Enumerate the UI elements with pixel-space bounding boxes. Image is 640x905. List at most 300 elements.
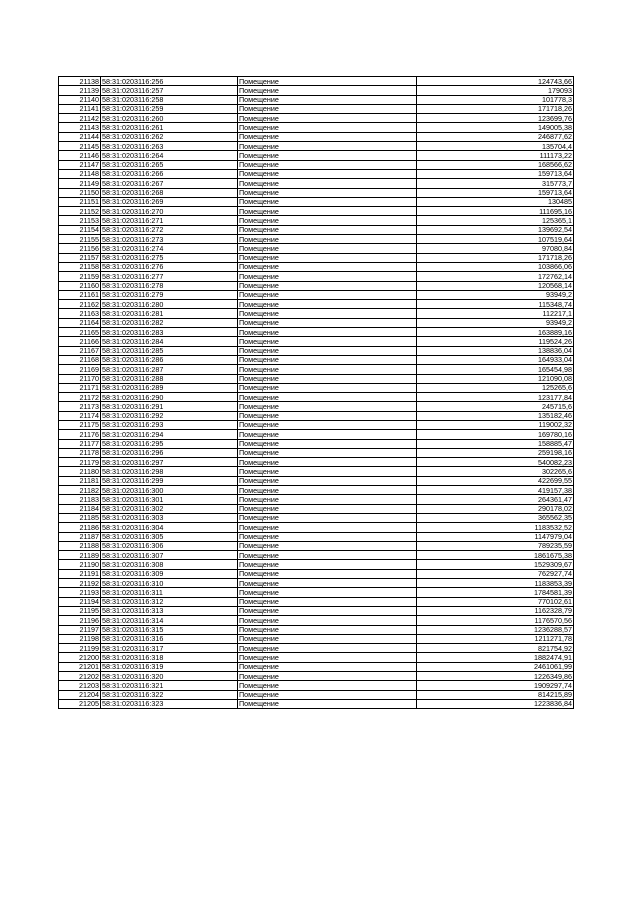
cadastral-value-cell: 1784581,39 — [417, 588, 574, 597]
row-number-cell: 21184 — [59, 504, 101, 513]
table-row — [59, 458, 574, 467]
cadastral-value-cell: 159713,64 — [417, 169, 574, 178]
table-row — [59, 262, 574, 271]
row-number-cell: 21150 — [59, 188, 101, 197]
cadastral-number-cell: 58:31:0203116:300 — [101, 486, 238, 495]
cadastral-value-cell: 302265,6 — [417, 467, 574, 476]
table-row — [59, 588, 574, 597]
cadastral-value-cell: 1147979,04 — [417, 532, 574, 541]
cadastral-value-cell: 112217,1 — [417, 309, 574, 318]
row-number-cell: 21173 — [59, 402, 101, 411]
object-type-cell: Помещение — [238, 476, 417, 485]
cadastral-value-cell: 168566,62 — [417, 160, 574, 169]
row-number-cell: 21157 — [59, 253, 101, 262]
cadastral-number-cell: 58:31:0203116:274 — [101, 244, 238, 253]
cadastral-number-cell: 58:31:0203116:317 — [101, 644, 238, 653]
cadastral-value-cell: 93949,2 — [417, 290, 574, 299]
cadastral-number-cell: 58:31:0203116:284 — [101, 337, 238, 346]
object-type-cell: Помещение — [238, 207, 417, 216]
table-row — [59, 551, 574, 560]
cadastral-number-cell: 58:31:0203116:309 — [101, 569, 238, 578]
table-row — [59, 634, 574, 643]
cadastral-number-cell: 58:31:0203116:315 — [101, 625, 238, 634]
row-number-cell: 21145 — [59, 142, 101, 151]
cadastral-value-cell: 121090,08 — [417, 374, 574, 383]
object-type-cell: Помещение — [238, 300, 417, 309]
object-type-cell: Помещение — [238, 504, 417, 513]
cadastral-value-cell: 115348,74 — [417, 300, 574, 309]
object-type-cell: Помещение — [238, 337, 417, 346]
cadastral-number-cell: 58:31:0203116:269 — [101, 197, 238, 206]
table-row — [59, 160, 574, 169]
object-type-cell: Помещение — [238, 644, 417, 653]
cadastral-value-cell: 1529309,67 — [417, 560, 574, 569]
cadastral-value-cell: 171718,26 — [417, 253, 574, 262]
row-number-cell: 21202 — [59, 672, 101, 681]
object-type-cell: Помещение — [238, 588, 417, 597]
row-number-cell: 21166 — [59, 337, 101, 346]
cadastral-value-cell: 179093 — [417, 86, 574, 95]
row-number-cell: 21193 — [59, 588, 101, 597]
cadastral-value-cell: 290178,02 — [417, 504, 574, 513]
object-type-cell: Помещение — [238, 523, 417, 532]
row-number-cell: 21167 — [59, 346, 101, 355]
object-type-cell: Помещение — [238, 513, 417, 522]
table-body — [59, 77, 574, 709]
cadastral-number-cell: 58:31:0203116:319 — [101, 662, 238, 671]
table-row — [59, 504, 574, 513]
cadastral-value-cell: 365562,35 — [417, 513, 574, 522]
row-number-cell: 21178 — [59, 448, 101, 457]
row-number-cell: 21154 — [59, 225, 101, 234]
cadastral-number-cell: 58:31:0203116:291 — [101, 402, 238, 411]
cadastral-number-cell: 58:31:0203116:266 — [101, 169, 238, 178]
row-number-cell: 21195 — [59, 606, 101, 615]
table-row — [59, 95, 574, 104]
table-row — [59, 374, 574, 383]
row-number-cell: 21160 — [59, 281, 101, 290]
table-row — [59, 523, 574, 532]
object-type-cell: Помещение — [238, 272, 417, 281]
object-type-cell: Помещение — [238, 142, 417, 151]
object-type-cell: Помещение — [238, 681, 417, 690]
row-number-cell: 21188 — [59, 541, 101, 550]
row-number-cell: 21192 — [59, 579, 101, 588]
table-row — [59, 207, 574, 216]
object-type-cell: Помещение — [238, 281, 417, 290]
cadastral-number-cell: 58:31:0203116:279 — [101, 290, 238, 299]
object-type-cell: Помещение — [238, 402, 417, 411]
table-row — [59, 486, 574, 495]
row-number-cell: 21144 — [59, 132, 101, 141]
cadastral-number-cell: 58:31:0203116:311 — [101, 588, 238, 597]
cadastral-number-cell: 58:31:0203116:307 — [101, 551, 238, 560]
table-row — [59, 77, 574, 86]
cadastral-value-cell: 1909297,74 — [417, 681, 574, 690]
cadastral-value-cell: 130485 — [417, 197, 574, 206]
row-number-cell: 21189 — [59, 551, 101, 560]
row-number-cell: 21199 — [59, 644, 101, 653]
cadastral-value-cell: 2461061,99 — [417, 662, 574, 671]
row-number-cell: 21141 — [59, 104, 101, 113]
table-row — [59, 235, 574, 244]
cadastral-value-cell: 111695,16 — [417, 207, 574, 216]
row-number-cell: 21138 — [59, 77, 101, 86]
row-number-cell: 21194 — [59, 597, 101, 606]
object-type-cell: Помещение — [238, 439, 417, 448]
cadastral-number-cell: 58:31:0203116:259 — [101, 104, 238, 113]
table-row — [59, 346, 574, 355]
row-number-cell: 21175 — [59, 420, 101, 429]
cadastral-value-cell: 97080,84 — [417, 244, 574, 253]
table-row — [59, 355, 574, 364]
object-type-cell: Помещение — [238, 188, 417, 197]
row-number-cell: 21196 — [59, 616, 101, 625]
table-row — [59, 337, 574, 346]
cadastral-number-cell: 58:31:0203116:271 — [101, 216, 238, 225]
object-type-cell: Помещение — [238, 160, 417, 169]
row-number-cell: 21185 — [59, 513, 101, 522]
row-number-cell: 21190 — [59, 560, 101, 569]
object-type-cell: Помещение — [238, 699, 417, 708]
cadastral-number-cell: 58:31:0203116:287 — [101, 365, 238, 374]
table-row — [59, 411, 574, 420]
object-type-cell: Помещение — [238, 672, 417, 681]
cadastral-value-cell: 1861675,38 — [417, 551, 574, 560]
cadastral-value-cell: 246877,62 — [417, 132, 574, 141]
cadastral-value-table — [58, 76, 574, 709]
table-row — [59, 541, 574, 550]
cadastral-value-cell: 422699,55 — [417, 476, 574, 485]
table-row — [59, 420, 574, 429]
object-type-cell: Помещение — [238, 346, 417, 355]
cadastral-value-cell: 1223836,84 — [417, 699, 574, 708]
row-number-cell: 21169 — [59, 365, 101, 374]
row-number-cell: 21174 — [59, 411, 101, 420]
table-row — [59, 318, 574, 327]
cadastral-number-cell: 58:31:0203116:318 — [101, 653, 238, 662]
table-row — [59, 672, 574, 681]
object-type-cell: Помещение — [238, 225, 417, 234]
cadastral-value-cell: 164933,04 — [417, 355, 574, 364]
table-row — [59, 179, 574, 188]
table-row — [59, 681, 574, 690]
cadastral-value-cell: 172762,14 — [417, 272, 574, 281]
cadastral-number-cell: 58:31:0203116:275 — [101, 253, 238, 262]
cadastral-number-cell: 58:31:0203116:289 — [101, 383, 238, 392]
table-row — [59, 86, 574, 95]
cadastral-value-cell: 163889,16 — [417, 328, 574, 337]
object-type-cell: Помещение — [238, 532, 417, 541]
table-row — [59, 104, 574, 113]
object-type-cell: Помещение — [238, 467, 417, 476]
row-number-cell: 21181 — [59, 476, 101, 485]
object-type-cell: Помещение — [238, 328, 417, 337]
object-type-cell: Помещение — [238, 318, 417, 327]
row-number-cell: 21163 — [59, 309, 101, 318]
table-row — [59, 560, 574, 569]
cadastral-number-cell: 58:31:0203116:296 — [101, 448, 238, 457]
cadastral-value-cell: 264361,47 — [417, 495, 574, 504]
object-type-cell: Помещение — [238, 235, 417, 244]
table-row — [59, 142, 574, 151]
cadastral-number-cell: 58:31:0203116:303 — [101, 513, 238, 522]
cadastral-value-cell: 158885,47 — [417, 439, 574, 448]
table-row — [59, 309, 574, 318]
cadastral-number-cell: 58:31:0203116:316 — [101, 634, 238, 643]
row-number-cell: 21197 — [59, 625, 101, 634]
table-row — [59, 439, 574, 448]
row-number-cell: 21156 — [59, 244, 101, 253]
object-type-cell: Помещение — [238, 495, 417, 504]
cadastral-number-cell: 58:31:0203116:258 — [101, 95, 238, 104]
row-number-cell: 21187 — [59, 532, 101, 541]
row-number-cell: 21139 — [59, 86, 101, 95]
table-row — [59, 169, 574, 178]
table-row — [59, 476, 574, 485]
object-type-cell: Помещение — [238, 77, 417, 86]
cadastral-number-cell: 58:31:0203116:290 — [101, 393, 238, 402]
cadastral-value-cell: 419157,38 — [417, 486, 574, 495]
cadastral-number-cell: 58:31:0203116:285 — [101, 346, 238, 355]
row-number-cell: 21162 — [59, 300, 101, 309]
row-number-cell: 21159 — [59, 272, 101, 281]
object-type-cell: Помещение — [238, 541, 417, 550]
cadastral-number-cell: 58:31:0203116:292 — [101, 411, 238, 420]
object-type-cell: Помещение — [238, 262, 417, 271]
row-number-cell: 21205 — [59, 699, 101, 708]
table-row — [59, 383, 574, 392]
row-number-cell: 21168 — [59, 355, 101, 364]
cadastral-number-cell: 58:31:0203116:286 — [101, 355, 238, 364]
object-type-cell: Помещение — [238, 309, 417, 318]
table-row — [59, 606, 574, 615]
cadastral-value-cell: 123177,84 — [417, 393, 574, 402]
object-type-cell: Помещение — [238, 560, 417, 569]
cadastral-number-cell: 58:31:0203116:308 — [101, 560, 238, 569]
cadastral-number-cell: 58:31:0203116:281 — [101, 309, 238, 318]
cadastral-value-cell: 1211271,78 — [417, 634, 574, 643]
cadastral-value-cell: 762927,74 — [417, 569, 574, 578]
row-number-cell: 21203 — [59, 681, 101, 690]
cadastral-number-cell: 58:31:0203116:278 — [101, 281, 238, 290]
row-number-cell: 21200 — [59, 653, 101, 662]
object-type-cell: Помещение — [238, 151, 417, 160]
cadastral-value-cell: 149005,38 — [417, 123, 574, 132]
table-row — [59, 328, 574, 337]
cadastral-number-cell: 58:31:0203116:276 — [101, 262, 238, 271]
object-type-cell: Помещение — [238, 374, 417, 383]
cadastral-value-cell: 259198,16 — [417, 448, 574, 457]
object-type-cell: Помещение — [238, 290, 417, 299]
row-number-cell: 21152 — [59, 207, 101, 216]
object-type-cell: Помещение — [238, 197, 417, 206]
table-row — [59, 244, 574, 253]
cadastral-number-cell: 58:31:0203116:295 — [101, 439, 238, 448]
object-type-cell: Помещение — [238, 355, 417, 364]
cadastral-number-cell: 58:31:0203116:264 — [101, 151, 238, 160]
cadastral-number-cell: 58:31:0203116:297 — [101, 458, 238, 467]
table-row — [59, 393, 574, 402]
cadastral-value-cell: 165454,98 — [417, 365, 574, 374]
row-number-cell: 21142 — [59, 114, 101, 123]
cadastral-number-cell: 58:31:0203116:273 — [101, 235, 238, 244]
table-row — [59, 579, 574, 588]
table-row — [59, 272, 574, 281]
table-row — [59, 123, 574, 132]
cadastral-number-cell: 58:31:0203116:294 — [101, 430, 238, 439]
cadastral-number-cell: 58:31:0203116:257 — [101, 86, 238, 95]
cadastral-value-cell: 1226349,86 — [417, 672, 574, 681]
object-type-cell: Помещение — [238, 625, 417, 634]
row-number-cell: 21198 — [59, 634, 101, 643]
table-row — [59, 513, 574, 522]
cadastral-number-cell: 58:31:0203116:265 — [101, 160, 238, 169]
row-number-cell: 21165 — [59, 328, 101, 337]
cadastral-number-cell: 58:31:0203116:306 — [101, 541, 238, 550]
row-number-cell: 21148 — [59, 169, 101, 178]
cadastral-number-cell: 58:31:0203116:260 — [101, 114, 238, 123]
table-row — [59, 699, 574, 708]
object-type-cell: Помещение — [238, 383, 417, 392]
object-type-cell: Помещение — [238, 662, 417, 671]
row-number-cell: 21177 — [59, 439, 101, 448]
cadastral-value-cell: 814215,89 — [417, 690, 574, 699]
row-number-cell: 21201 — [59, 662, 101, 671]
table-row — [59, 197, 574, 206]
object-type-cell: Помещение — [238, 634, 417, 643]
table-row — [59, 151, 574, 160]
row-number-cell: 21161 — [59, 290, 101, 299]
cadastral-value-cell: 124743,66 — [417, 77, 574, 86]
cadastral-value-cell: 1162328,79 — [417, 606, 574, 615]
object-type-cell: Помещение — [238, 114, 417, 123]
cadastral-value-cell: 119524,26 — [417, 337, 574, 346]
cadastral-number-cell: 58:31:0203116:261 — [101, 123, 238, 132]
cadastral-number-cell: 58:31:0203116:272 — [101, 225, 238, 234]
cadastral-value-cell: 135182,46 — [417, 411, 574, 420]
object-type-cell: Помещение — [238, 690, 417, 699]
cadastral-number-cell: 58:31:0203116:256 — [101, 77, 238, 86]
cadastral-number-cell: 58:31:0203116:302 — [101, 504, 238, 513]
cadastral-number-cell: 58:31:0203116:304 — [101, 523, 238, 532]
table-row — [59, 216, 574, 225]
cadastral-value-cell: 169780,16 — [417, 430, 574, 439]
table-row — [59, 644, 574, 653]
cadastral-value-cell: 125265,6 — [417, 383, 574, 392]
cadastral-value-cell: 107519,64 — [417, 235, 574, 244]
cadastral-number-cell: 58:31:0203116:293 — [101, 420, 238, 429]
cadastral-value-cell: 135704,4 — [417, 142, 574, 151]
cadastral-value-cell: 103866,06 — [417, 262, 574, 271]
cadastral-value-cell: 159713,64 — [417, 188, 574, 197]
cadastral-value-cell: 101778,3 — [417, 95, 574, 104]
row-number-cell: 21183 — [59, 495, 101, 504]
cadastral-number-cell: 58:31:0203116:305 — [101, 532, 238, 541]
cadastral-value-cell: 540082,23 — [417, 458, 574, 467]
row-number-cell: 21164 — [59, 318, 101, 327]
cadastral-value-cell: 171718,26 — [417, 104, 574, 113]
table-row — [59, 569, 574, 578]
object-type-cell: Помещение — [238, 430, 417, 439]
cadastral-number-cell: 58:31:0203116:320 — [101, 672, 238, 681]
row-number-cell: 21176 — [59, 430, 101, 439]
cadastral-value-cell: 1882474,91 — [417, 653, 574, 662]
object-type-cell: Помещение — [238, 169, 417, 178]
cadastral-number-cell: 58:31:0203116:323 — [101, 699, 238, 708]
cadastral-value-cell: 1236288,57 — [417, 625, 574, 634]
cadastral-number-cell: 58:31:0203116:270 — [101, 207, 238, 216]
cadastral-value-cell: 125365,1 — [417, 216, 574, 225]
object-type-cell: Помещение — [238, 458, 417, 467]
row-number-cell: 21186 — [59, 523, 101, 532]
cadastral-value-cell: 770102,61 — [417, 597, 574, 606]
object-type-cell: Помещение — [238, 132, 417, 141]
cadastral-number-cell: 58:31:0203116:277 — [101, 272, 238, 281]
cadastral-value-cell: 120568,14 — [417, 281, 574, 290]
cadastral-value-cell: 1183532,52 — [417, 523, 574, 532]
cadastral-value-cell: 119002,32 — [417, 420, 574, 429]
table-row — [59, 430, 574, 439]
row-number-cell: 21149 — [59, 179, 101, 188]
row-number-cell: 21158 — [59, 262, 101, 271]
object-type-cell: Помещение — [238, 420, 417, 429]
row-number-cell: 21179 — [59, 458, 101, 467]
cadastral-value-cell: 245715,6 — [417, 402, 574, 411]
cadastral-number-cell: 58:31:0203116:280 — [101, 300, 238, 309]
cadastral-value-cell: 93949,2 — [417, 318, 574, 327]
cadastral-value-cell: 111173,22 — [417, 151, 574, 160]
object-type-cell: Помещение — [238, 123, 417, 132]
object-type-cell: Помещение — [238, 616, 417, 625]
object-type-cell: Помещение — [238, 551, 417, 560]
table-row — [59, 653, 574, 662]
cadastral-value-cell: 139692,54 — [417, 225, 574, 234]
table-row — [59, 290, 574, 299]
cadastral-number-cell: 58:31:0203116:321 — [101, 681, 238, 690]
object-type-cell: Помещение — [238, 86, 417, 95]
table-row — [59, 114, 574, 123]
object-type-cell: Помещение — [238, 253, 417, 262]
table-row — [59, 532, 574, 541]
cadastral-number-cell: 58:31:0203116:298 — [101, 467, 238, 476]
table-row — [59, 300, 574, 309]
row-number-cell: 21191 — [59, 569, 101, 578]
cadastral-number-cell: 58:31:0203116:312 — [101, 597, 238, 606]
row-number-cell: 21182 — [59, 486, 101, 495]
cadastral-number-cell: 58:31:0203116:262 — [101, 132, 238, 141]
cadastral-number-cell: 58:31:0203116:310 — [101, 579, 238, 588]
object-type-cell: Помещение — [238, 104, 417, 113]
row-number-cell: 21143 — [59, 123, 101, 132]
cadastral-number-cell: 58:31:0203116:268 — [101, 188, 238, 197]
object-type-cell: Помещение — [238, 569, 417, 578]
object-type-cell: Помещение — [238, 244, 417, 253]
cadastral-value-cell: 315773,7 — [417, 179, 574, 188]
cadastral-number-cell: 58:31:0203116:282 — [101, 318, 238, 327]
object-type-cell: Помещение — [238, 393, 417, 402]
cadastral-value-cell: 123699,76 — [417, 114, 574, 123]
cadastral-number-cell: 58:31:0203116:283 — [101, 328, 238, 337]
cadastral-number-cell: 58:31:0203116:313 — [101, 606, 238, 615]
cadastral-value-cell: 1183853,39 — [417, 579, 574, 588]
object-type-cell: Помещение — [238, 486, 417, 495]
cadastral-number-cell: 58:31:0203116:288 — [101, 374, 238, 383]
object-type-cell: Помещение — [238, 411, 417, 420]
table-row — [59, 132, 574, 141]
row-number-cell: 21151 — [59, 197, 101, 206]
object-type-cell: Помещение — [238, 579, 417, 588]
